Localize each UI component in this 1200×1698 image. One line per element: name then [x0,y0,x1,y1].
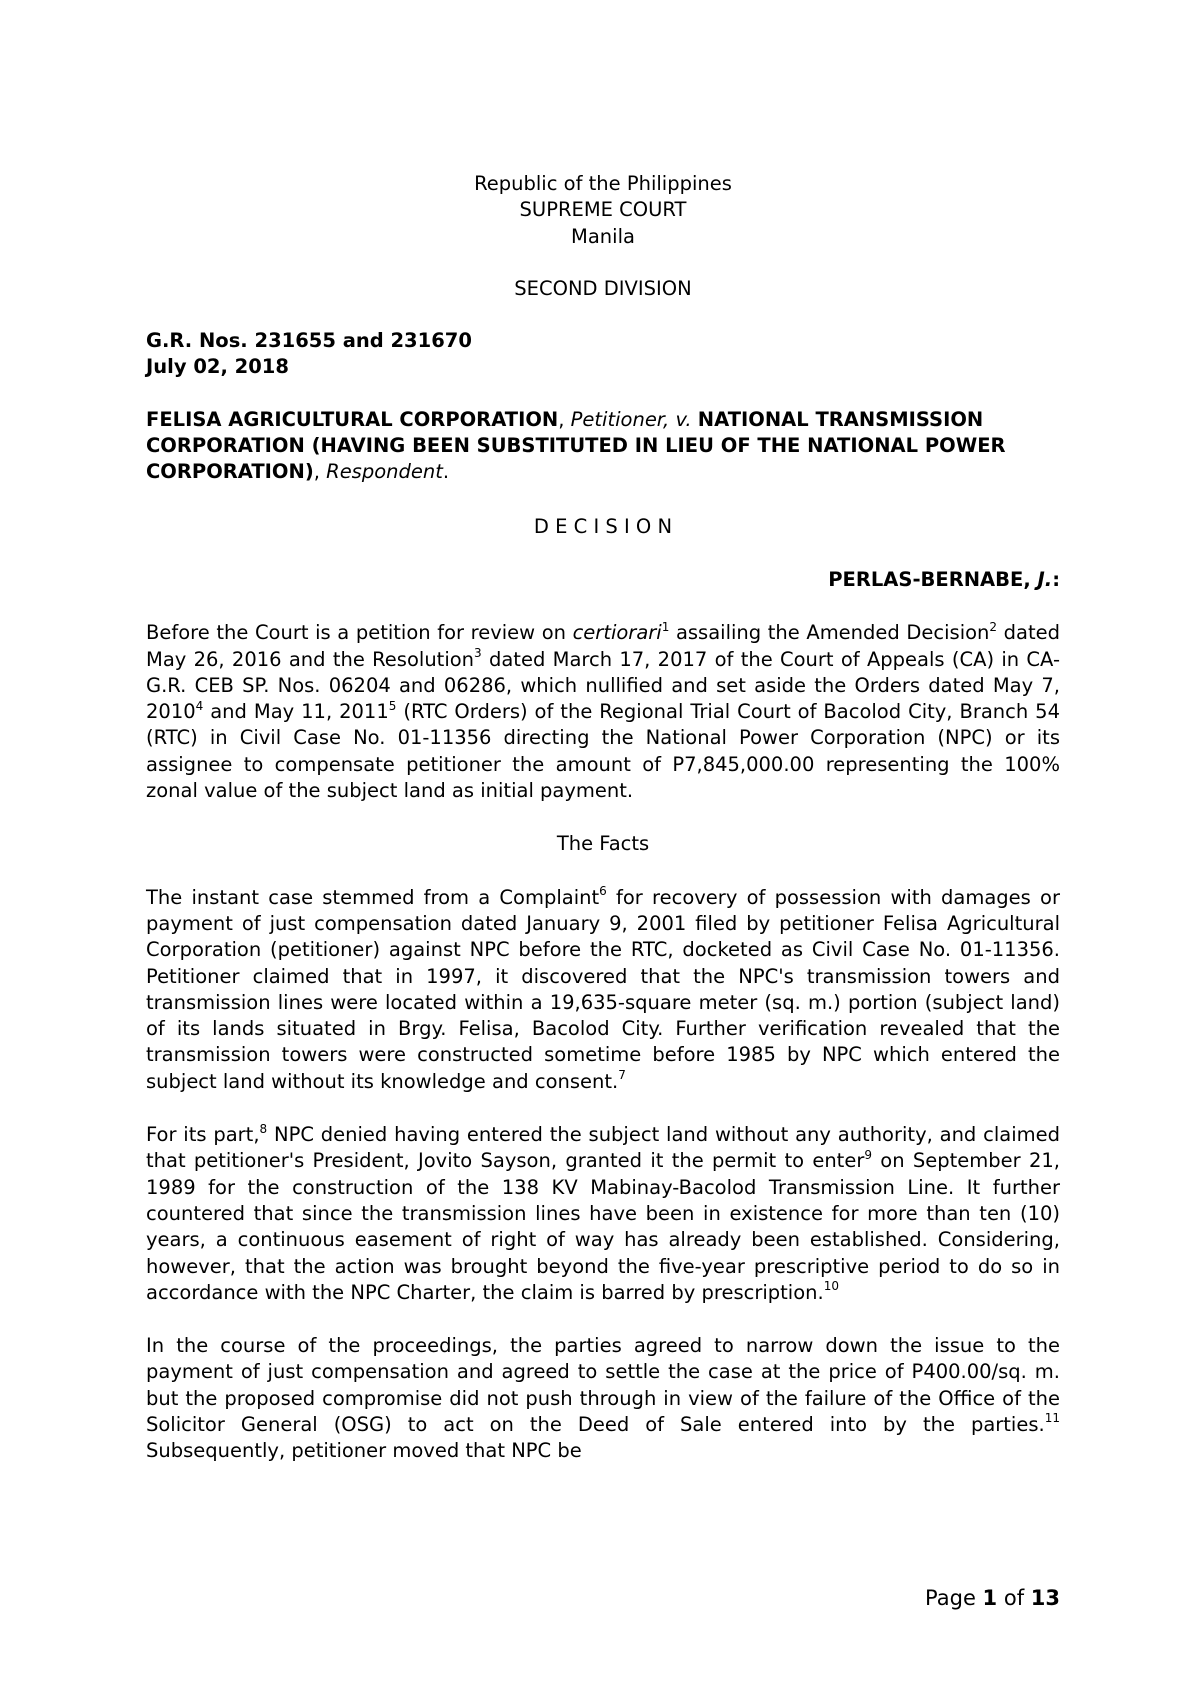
gr-number: G.R. Nos. 231655 and 231670 [146,329,472,353]
footnote-ref-9[interactable]: 9 [864,1147,872,1162]
decision-title: D E C I S I O N [533,514,673,538]
text: In the course of the proceedings, the parties agreed to narrow down the issue to the payment of just compensation and agreed to settle the case at the price of P400.00/sq. m. but the proposed compromise did not push through in view of the failure of the Office of the Solicitor General (OSG) to act on the Deed of Sale entered into by the parties. [146,1334,1060,1436]
page-total: 13 [1030,1586,1060,1610]
court-header [146,171,1060,250]
case-date: July 02, 2018 [146,355,289,379]
title-end: . [442,460,450,484]
text: dated March 17, 2017 of the Court of Appeals (CA) in CA-G.R. CEB SP. Nos. 06204 and 06286, which nullified and set aside the Orders dated May 7, 2010 [146,647,1060,724]
footnote-ref-6[interactable]: 6 [599,884,607,899]
text: and May 11, 2011 [203,700,389,724]
footnote-ref-3[interactable]: 3 [474,646,482,661]
text: For its part, [146,1123,260,1147]
republic-line: Republic of the Philippines [474,172,732,195]
italic-term: certiorari [572,621,662,645]
versus: , v. [663,407,698,431]
court-name: SUPREME COURT [519,198,687,222]
paragraph-3 [146,1122,1060,1306]
footnote-ref-10[interactable]: 10 [823,1279,839,1294]
case-number-block [146,328,1060,381]
court-city: Manila [571,224,635,248]
footnote-ref-1[interactable]: 1 [661,619,670,634]
separator: , [558,407,571,431]
separator: , [313,460,327,484]
text: for recovery of possession with damages or payment of just compensation dated January 9, 2001 filed by petitioner Felisa Agricultural Corporation (petitioner) against NPC before the RTC, docketed as Civil Case No. 01-11356. Petitioner claimed that in 1997, it discovered that the NPC's transmission towers and transmission lines were located within a 19,635-square meter (sq. m.) portion (subject land) of its lands situated in Brgy. Felisa, Bacolod City. Further verification revealed that the transmission towers were constructed sometime before 1985 by NPC which entered the subject land without its knowledge and consent. [146,885,1061,1093]
paragraph-1 [146,620,1060,804]
text: assailing the Amended Decision [669,621,990,645]
paragraph-2 [146,885,1060,1095]
page-label: Page [925,1586,983,1610]
text: NPC denied having entered the subject land without any authority, and claimed that petitioner's President, Jovito Sayson, granted it the permit to enter [146,1123,1061,1173]
footnote-ref-4[interactable]: 4 [195,698,204,713]
text: Subsequently, petitioner moved that NPC be [146,1439,582,1463]
text: (RTC Orders) of the Regional Trial Court of Bacolod City, Branch 54 (RTC) in Civil Case No. 01-11356 directing the National Power Corporation (NPC) or its assignee to compensate petitioner the amount of P7,845,000.00 representing the 100% zonal value of the subject land as initial payment. [146,700,1060,803]
justice-name: PERLAS-BERNABE, [828,567,1031,591]
document-body [146,171,1060,1465]
text: The instant case stemmed from a Complaint [146,885,600,909]
footnote-ref-7[interactable]: 7 [618,1068,626,1083]
respondent-role: Respondent [326,460,443,484]
petitioner-role: Petitioner [570,407,664,431]
justice-colon: : [1052,567,1060,591]
respondent-name: NATIONAL TRANSMISSION CORPORATION (HAVING BEEN SUBSTITUTED IN LIEU OF THE NATIONAL POWER CORPORATION) [146,407,1006,484]
footnote-ref-2[interactable]: 2 [989,619,998,634]
justice-suffix: J. [1030,567,1053,591]
text: on September 21, 1989 for the construction of the 138 KV Mabinay-Bacolod Transmission Line. It further countered that since the transmission lines have been in existence for more than ten (10) years, a continuous easement of right of way has already been established. Considering, however, that the action was brought beyond the five-year prescriptive period to do so in accordance with the NPC Charter, the claim is barred by prescription. [146,1149,1060,1304]
text: Before the Court is a petition for review on [146,621,573,645]
petitioner-name: FELISA AGRICULTURAL CORPORATION [146,407,559,431]
text: dated May 26, 2016 and the Resolution [146,621,1060,671]
ponente [146,567,1060,593]
footnote-ref-8[interactable]: 8 [259,1121,268,1136]
page-number [925,1585,1060,1611]
page-of: of [997,1586,1031,1610]
case-title [146,407,1060,486]
division-name: SECOND DIVISION [514,276,692,300]
page-current: 1 [982,1586,998,1610]
footnote-ref-5[interactable]: 5 [388,698,397,713]
footnote-ref-11[interactable]: 11 [1044,1411,1060,1426]
paragraph-4 [146,1333,1060,1464]
section-heading-facts: The Facts [556,832,650,856]
